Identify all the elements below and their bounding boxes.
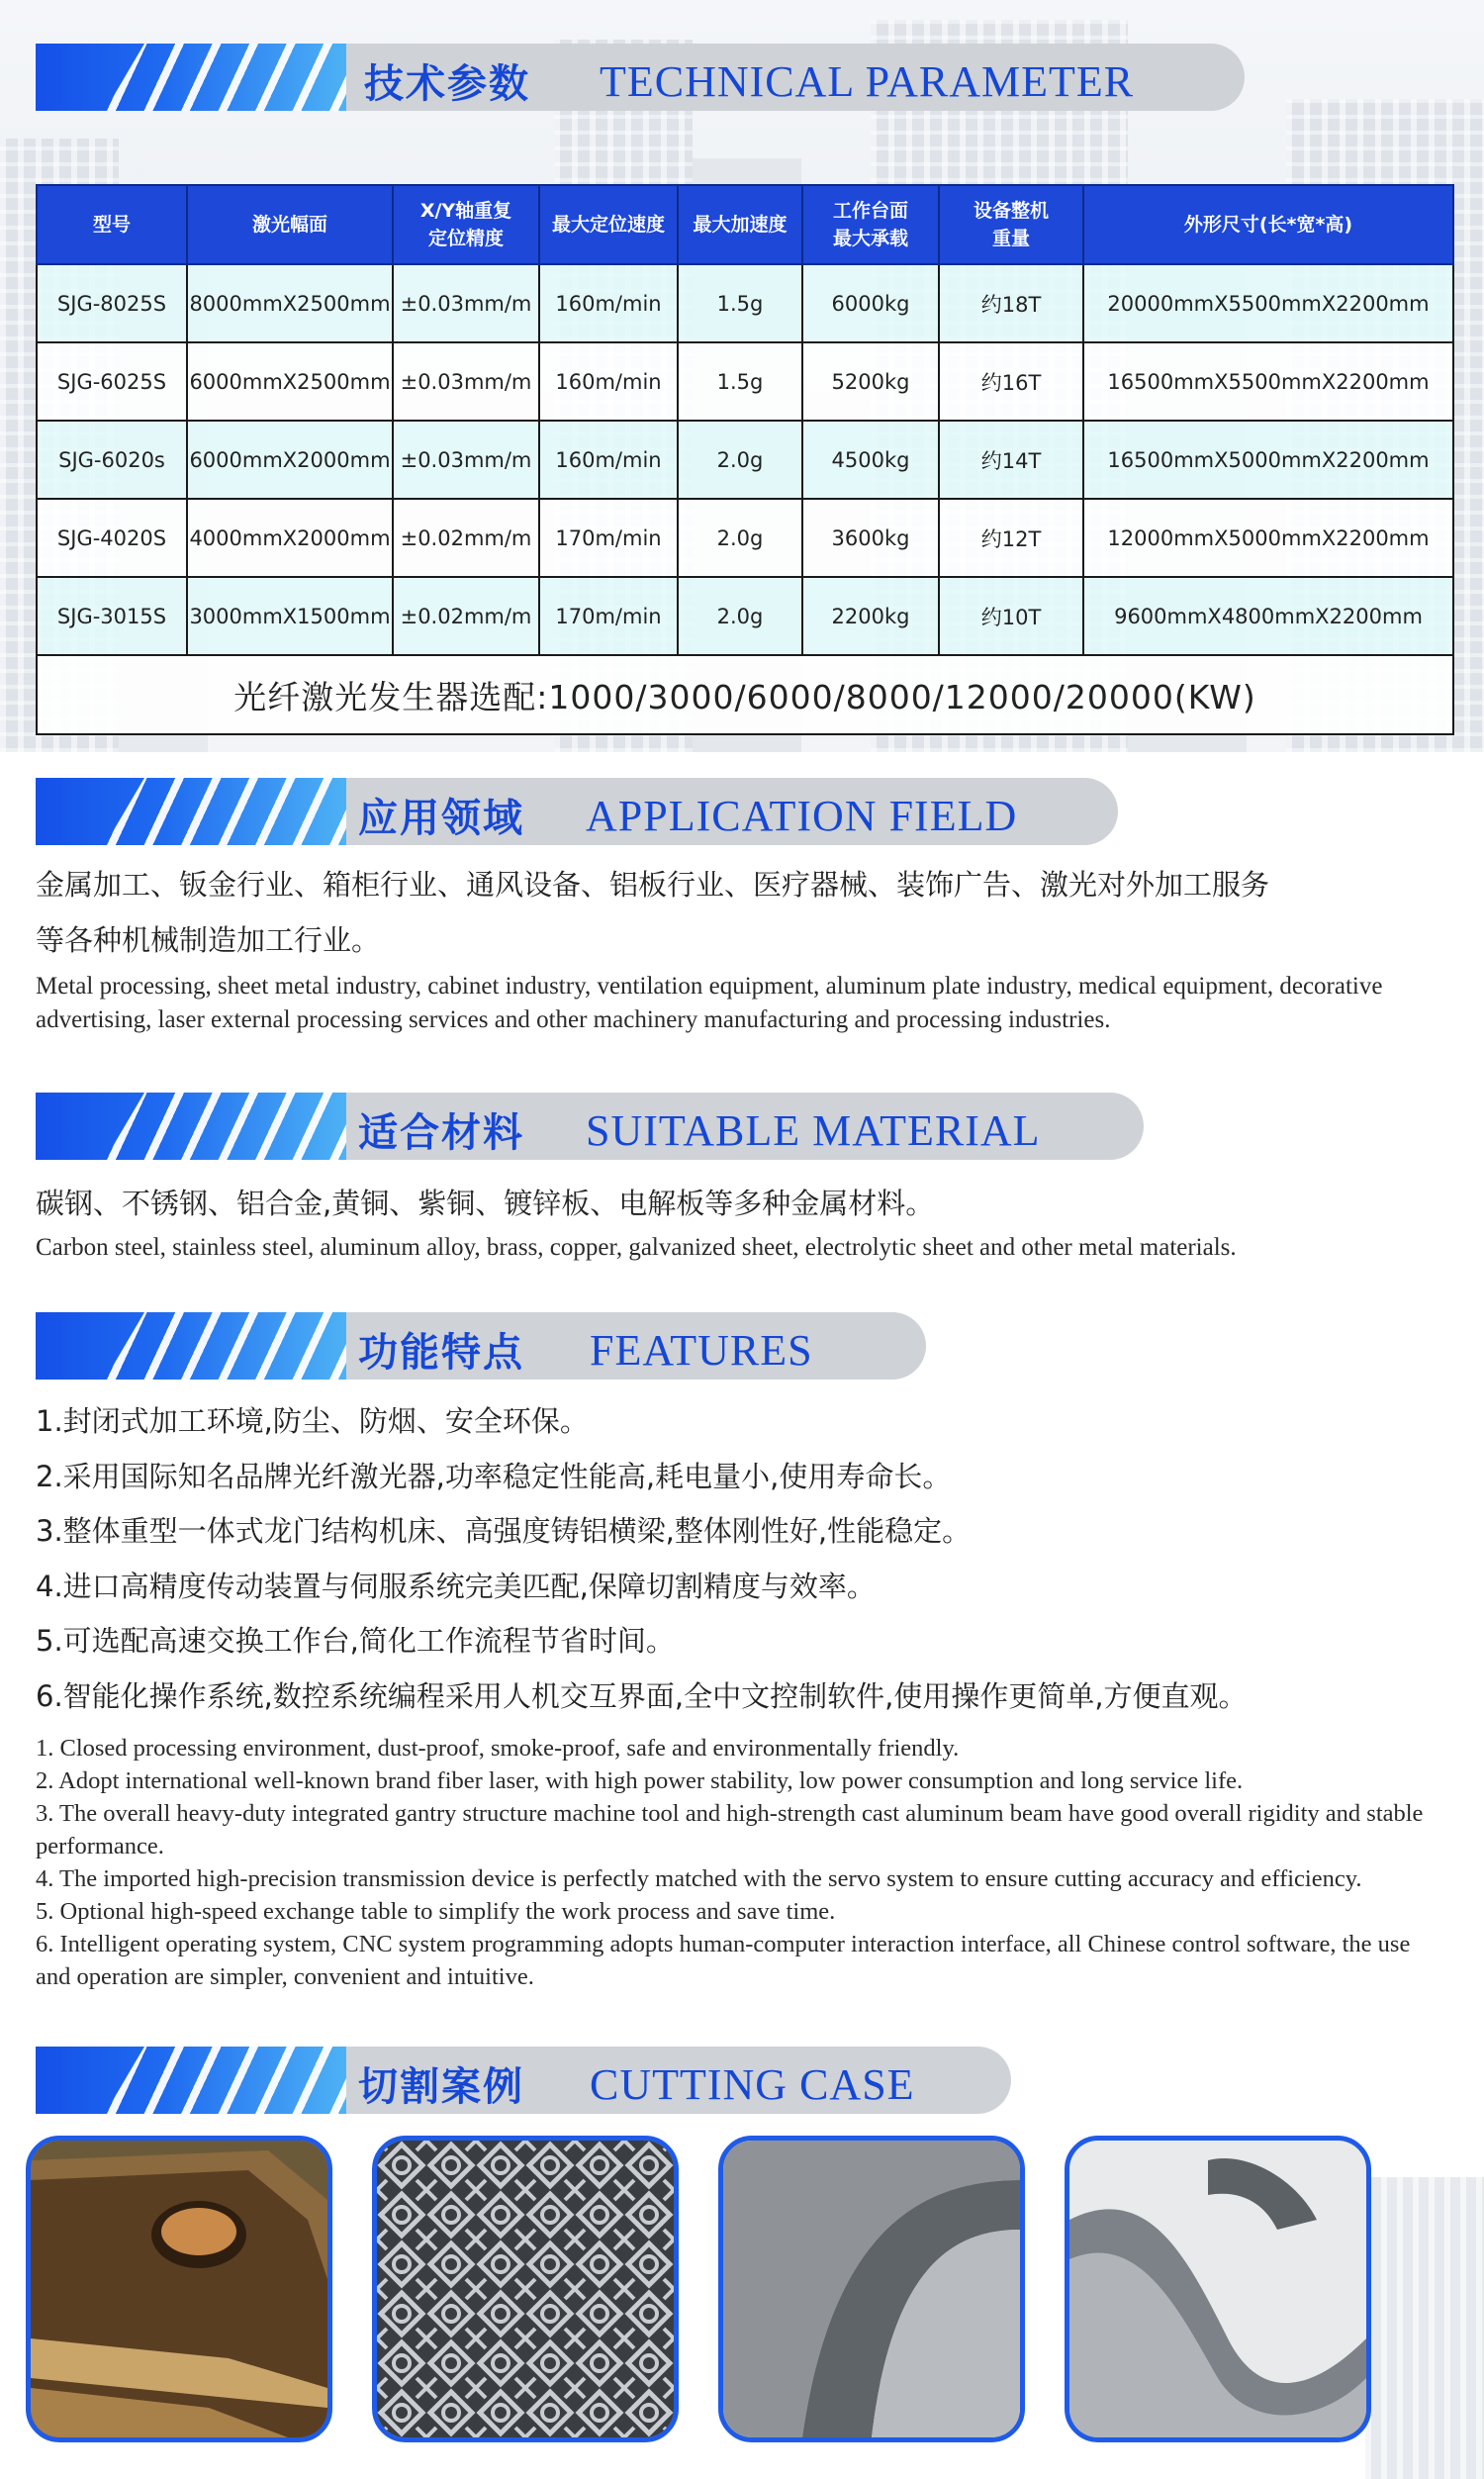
cell-weight: 约18T [939,264,1083,342]
laser-options-note: 光纤激光发生器选配:1000/3000/6000/8000/12000/20000(KW) [37,655,1453,734]
table-row [37,577,1453,655]
section-title-en: TECHNICAL PARAMETER [600,57,1135,106]
cell-precision: ±0.02mm/m [393,499,539,577]
feature-item: 3.整体重型一体式龙门结构机床、高强度铸铝横梁,整体刚性好,性能稳定。 [36,1514,972,1548]
table-row [37,264,1453,342]
cell-load: 2200kg [802,577,939,655]
section-title-cn: 切割案例 [358,2064,524,2110]
cell-precision: ±0.03mm/m [393,342,539,421]
header-acceleration: 最大加速度 [678,185,802,264]
cell-speed: 160m/min [539,421,678,499]
cutting-case-photo-3 [718,2136,1025,2442]
header-precision: X/Y轴重复 定位精度 [393,185,539,264]
lattice-pattern-image [377,2141,674,2437]
cell-speed: 170m/min [539,499,678,577]
section-title-en: SUITABLE MATERIAL [586,1106,1041,1155]
cell-dimensions: 9600mmX4800mmX2200mm [1083,577,1453,655]
section-header-technical [36,44,1245,111]
table-row [37,499,1453,577]
cell-precision: ±0.02mm/m [393,577,539,655]
cell-model: SJG-6025S [37,342,187,421]
table-header-row [37,185,1453,264]
cell-load: 3600kg [802,499,939,577]
cell-weight: 约10T [939,577,1083,655]
cell-model: SJG-4020S [37,499,187,577]
section-header-cutting [36,2047,1011,2114]
header-speed: 最大定位速度 [539,185,678,264]
cell-acceleration: 2.0g [678,499,802,577]
cell-dimensions: 12000mmX5000mmX2200mm [1083,499,1453,577]
cell-area: 6000mmX2000mm [187,421,393,499]
thick-steel-part-image [31,2141,327,2437]
curved-metal-edge-image [723,2141,1020,2437]
cell-model: SJG-6020s [37,421,187,499]
feature-item: 6.智能化操作系统,数控系统编程采用人机交互界面,全中文控制软件,使用操作更简单,方便直观。 [36,1678,1248,1713]
section-title-en: CUTTING CASE [590,2060,915,2109]
cell-area: 6000mmX2500mm [187,342,393,421]
cell-acceleration: 2.0g [678,421,802,499]
feature-item-en: 2. Adopt international well-known brand fiber laser, with high power stability, low power consumption and long service life. [36,1767,1244,1794]
feature-item-en: 1. Closed processing environment, dust-proof, smoke-proof, safe and environmentally friendly. [36,1735,960,1762]
section-title-cn: 适合材料 [358,1110,524,1156]
cell-area: 8000mmX2500mm [187,264,393,342]
material-text-cn: 碳钢、不锈钢、铝合金,黄铜、紫铜、镀锌板、电解板等多种金属材料。 [36,1187,935,1220]
cell-dimensions: 20000mmX5500mmX2200mm [1083,264,1453,342]
cell-precision: ±0.03mm/m [393,421,539,499]
wavy-metal-cut-image [1069,2141,1366,2437]
application-text-cn [36,857,1269,968]
feature-item-en: 6. Intelligent operating system, CNC system programming adopts human-computer interaction interface, all Chinese control software, the use and operation are simpler, convenient and intuitive. [36,1931,1411,1990]
section-title-cn: 技术参数 [364,61,530,107]
cell-area: 3000mmX1500mm [187,577,393,655]
cutting-case-photo-2 [372,2136,679,2442]
cell-weight: 约16T [939,342,1083,421]
feature-item: 5.可选配高速交换工作台,简化工作流程节省时间。 [36,1624,675,1658]
section-header-application [36,778,1118,845]
text-line: 金属加工、钣金行业、箱柜行业、通风设备、铝板行业、医疗器械、装饰广告、激光对外加工服务 [36,868,1270,902]
table-row [37,421,1453,499]
features-list-cn [36,1395,1248,1725]
cell-dimensions: 16500mmX5000mmX2200mm [1083,421,1453,499]
table-row [37,342,1453,421]
stripe-decoration [36,1093,352,1160]
cell-load: 5200kg [802,342,939,421]
header-laser-area: 激光幅面 [187,185,393,264]
feature-item: 1.封闭式加工环境,防尘、防烟、安全环保。 [36,1404,589,1438]
feature-item-en: 3. The overall heavy-duty integrated gantry structure machine tool and high-strength cast aluminum beam have good overall rigidity and stable performance. [36,1800,1424,1859]
feature-item: 2.采用国际知名品牌光纤激光器,功率稳定性能高,耗电量小,使用寿命长。 [36,1459,952,1493]
stripe-decoration [36,2047,352,2114]
header-model: 型号 [37,185,187,264]
section-header-material [36,1093,1144,1160]
cell-weight: 约14T [939,421,1083,499]
stripe-decoration [36,778,352,845]
stripe-decoration [36,44,352,111]
cell-area: 4000mmX2000mm [187,499,393,577]
cell-dimensions: 16500mmX5500mmX2200mm [1083,342,1453,421]
application-text-en: Metal processing, sheet metal industry, cabinet industry, ventilation equipment, aluminum plate industry, medical equipment, decorative advertising, laser external processing services and other machinery manufacturing and processing industries. [36,973,1383,1033]
cell-speed: 170m/min [539,577,678,655]
cell-acceleration: 1.5g [678,264,802,342]
feature-item: 4.进口高精度传动装置与伺服系统完美匹配,保障切割精度与效率。 [36,1569,876,1603]
cell-model: SJG-3015S [37,577,187,655]
section-title-cn: 功能特点 [358,1330,524,1376]
section-header-features [36,1312,926,1380]
cell-weight: 约12T [939,499,1083,577]
table-footer-row [37,655,1453,734]
parameter-table [36,184,1454,735]
section-title-en: APPLICATION FIELD [586,792,1018,840]
building-decoration [1365,2177,1484,2479]
cell-speed: 160m/min [539,264,678,342]
cutting-case-photo-4 [1065,2136,1371,2442]
cell-precision: ±0.03mm/m [393,264,539,342]
cell-speed: 160m/min [539,342,678,421]
cell-model: SJG-8025S [37,264,187,342]
header-dimensions: 外形尺寸(长*宽*高) [1083,185,1453,264]
feature-item-en: 5. Optional high-speed exchange table to simplify the work process and save time. [36,1898,836,1925]
cell-load: 4500kg [802,421,939,499]
header-weight: 设备整机 重量 [939,185,1083,264]
cell-acceleration: 1.5g [678,342,802,421]
cell-acceleration: 2.0g [678,577,802,655]
feature-item-en: 4. The imported high-precision transmission device is perfectly matched with the servo system to ensure cutting accuracy and efficiency. [36,1865,1362,1892]
stripe-decoration [36,1312,352,1380]
text-line: 等各种机械制造加工行业。 [36,923,381,957]
cell-load: 6000kg [802,264,939,342]
features-list-en [36,1732,1440,1993]
material-text-en: Carbon steel, stainless steel, aluminum alloy, brass, copper, galvanized sheet, electrolytic sheet and other metal materials. [36,1234,1237,1261]
section-title-cn: 应用领域 [358,796,524,841]
section-title-en: FEATURES [590,1326,813,1375]
header-load: 工作台面 最大承载 [802,185,939,264]
cutting-case-photo-1 [26,2136,332,2442]
